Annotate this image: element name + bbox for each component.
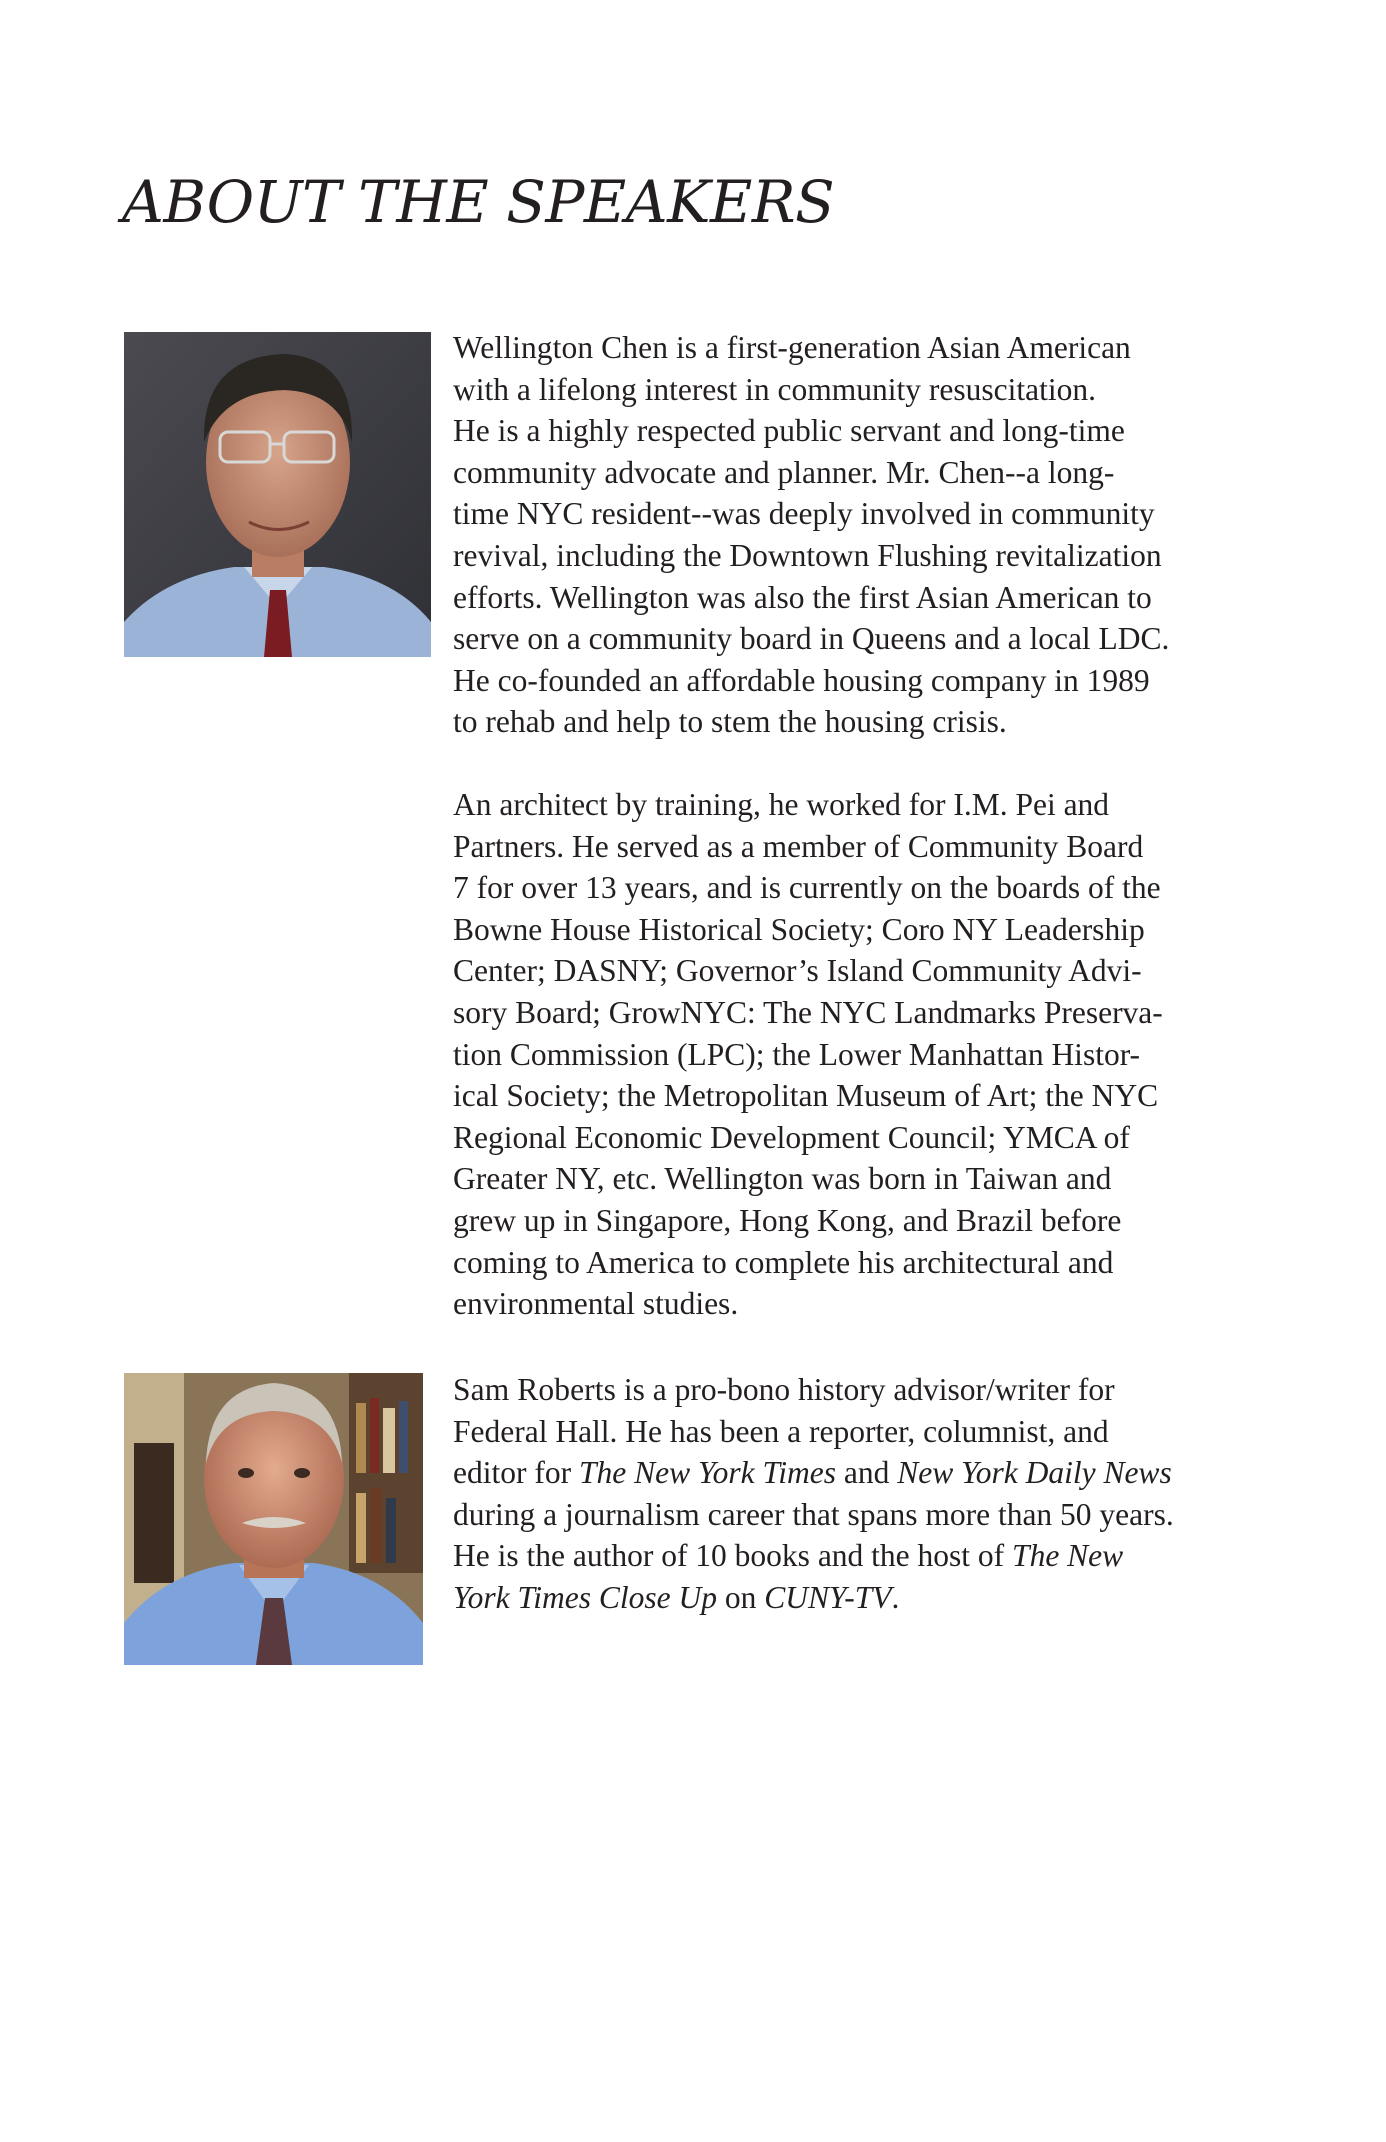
speaker-photo-sam-roberts	[124, 1373, 423, 1665]
show-title: York Times Close Up	[453, 1579, 718, 1615]
speaker-bio-wellington-chen-paragraph-2: An architect by training, he worked for I.M. Pei and Partners. He served as a member of Community Board 7 for over 13 years, and is currently on the boards of the Bowne House Historical Society; Coro NY Leadership Center; DASNY; Governor’s Island Community Advi- sory Board; GrowNYC: The NYC Landmarks Preserva- tion Commission (LPC); the Lower Manhattan Histor- ical Society; the Metropolitan Museum of Art; the NYC Regional Economic Development Council; YMCA of Greater NY, etc. Wellington was born in Taiwan and grew up in Singapore, Hong Kong, and Brazil before coming to America to complete his architectural and environmental studies.	[453, 787, 1163, 1322]
page-heading: ABOUT THE SPEAKERS	[122, 168, 835, 236]
network-name: CUNY-TV	[764, 1579, 892, 1615]
speaker-bio-wellington-chen-paragraph-1: Wellington Chen is a first-generation Asian American with a lifelong interest in community resuscitation. He is a highly respected public servant and long-time community advocate and planner. Mr. Chen--a long- time NYC resident--was deeply involved in community revival, including the Downtown Flushing revitalization efforts. Wellington was also the first Asian American to serve on a community board in Queens and a local LDC. He co-founded an affordable housing company in 1989 to rehab and help to stem the housing crisis.	[453, 330, 1170, 740]
speaker-bio-sam-roberts: Sam Roberts is a pro-bono history advisor/writer for Federal Hall. He has been a reporter, columnist, and editor for The New York Times and New York Daily News during a journalism career that spans more than 50 years. He is the author of 10 books and the host of The New York Times Close Up on CUNY-TV.	[453, 1372, 1174, 1615]
show-title: The New	[1012, 1538, 1124, 1574]
publication-title: New York Daily News	[897, 1455, 1172, 1491]
publication-title: The New York Times	[578, 1455, 836, 1491]
speaker-photo-wellington-chen	[124, 332, 431, 657]
speaker-name: Wellington Chen	[453, 330, 669, 365]
speaker-name: Sam Roberts	[453, 1372, 616, 1407]
